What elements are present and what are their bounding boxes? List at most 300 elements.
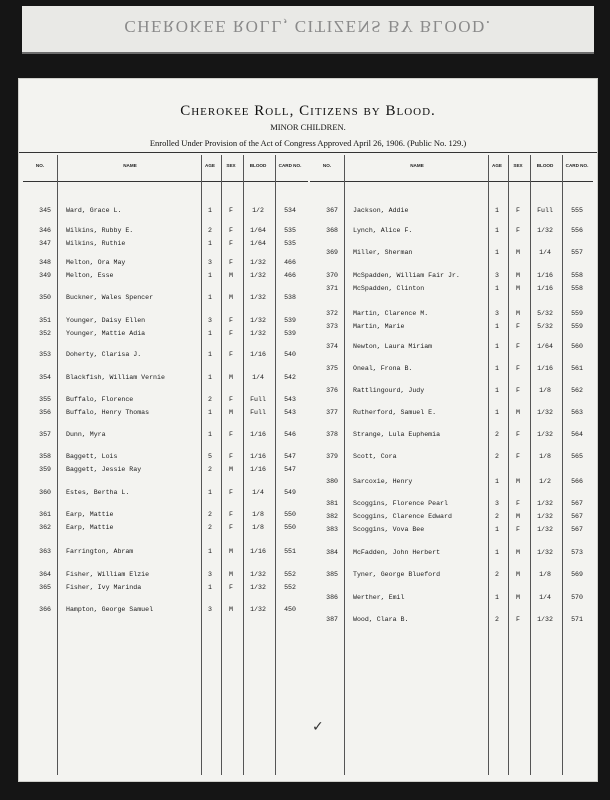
cell-card: 543 [284,396,296,403]
column-header-row [310,155,593,182]
cell-no: 345 [39,207,51,214]
cell-blood: 1/32 [537,526,553,533]
cell-blood: 1/16 [250,453,266,460]
cell-age: 1 [495,285,499,292]
cell-no: 379 [326,453,338,460]
cell-age: 2 [495,571,499,578]
cell-blood: 1/16 [250,351,266,358]
cell-age: 3 [208,606,212,613]
cell-no: 384 [326,549,338,556]
cell-age: 3 [495,272,499,279]
cell-sex: M [229,571,233,578]
cell-card: 555 [571,207,583,214]
cell-sex: M [516,409,520,416]
cell-age: 1 [495,409,499,416]
table-row [23,509,308,521]
cell-name: Miller, Sherman [353,249,413,256]
cell-name: Strange, Lula Euphemia [353,431,441,438]
cell-age: 1 [208,330,212,337]
cell-age: 1 [208,294,212,301]
cell-name: Buffalo, Florence [66,396,134,403]
cell-sex: M [516,594,520,601]
cell-sex: F [516,616,520,623]
cell-card: 559 [571,323,583,330]
cell-age: 2 [495,431,499,438]
cell-sex: F [229,584,233,591]
column-header-age: AGE [492,163,502,168]
cell-sex: M [516,285,520,292]
cell-sex: F [229,240,233,247]
cell-age: 1 [208,374,212,381]
cell-sex: M [516,272,520,279]
table-row [310,614,593,626]
cell-blood: 1/32 [250,571,266,578]
cell-no: 387 [326,616,338,623]
table-row [310,524,593,536]
cell-name: Lynch, Alice F. [353,227,413,234]
cell-card: 557 [571,249,583,256]
cell-no: 371 [326,285,338,292]
cell-sex: M [229,409,233,416]
cell-card: 534 [284,207,296,214]
column-header-sex: SEX [226,163,236,168]
cell-card: 535 [284,227,296,234]
cell-sex: M [516,478,520,485]
cell-no: 386 [326,594,338,601]
cell-sex: F [229,396,233,403]
cell-card: 552 [284,571,296,578]
cell-card: 551 [284,548,296,555]
cell-no: 351 [39,317,51,324]
cell-name: Blackfish, William Vernie [66,374,165,381]
cell-name: Rutherford, Samuel E. [353,409,437,416]
cell-sex: F [229,259,233,266]
cell-no: 369 [326,249,338,256]
cell-no: 377 [326,409,338,416]
cell-name: Scott, Cora [353,453,397,460]
cell-blood: 1/16 [537,365,553,372]
table-row [23,315,308,327]
cell-name: Newton, Laura Miriam [353,343,433,350]
cell-no: 353 [39,351,51,358]
table-row [310,569,593,581]
cell-name: Farrington, Abram [66,548,134,555]
cell-card: 466 [284,259,296,266]
cell-no: 355 [39,396,51,403]
table-body [310,181,593,775]
cell-blood: 1/8 [539,453,551,460]
table-row [23,257,308,269]
column-header-blood: BLOOD [249,163,267,168]
table-row [23,487,308,499]
cell-name: Melton, Ora May [66,259,126,266]
cell-blood: 1/64 [250,227,266,234]
cell-blood: 1/32 [537,227,553,234]
cell-name: Earp, Mattie [66,524,114,531]
cell-name: Younger, Mattie Adia [66,330,146,337]
cell-name: Werther, Emil [353,594,405,601]
column-header-no: NO. [35,163,45,168]
cell-no: 357 [39,431,51,438]
column-header-name: NAME [410,163,424,168]
cell-card: 466 [284,272,296,279]
table-row [23,205,308,217]
table-row [23,292,308,304]
cell-sex: F [516,526,520,533]
cell-age: 3 [495,500,499,507]
cell-sex: M [229,374,233,381]
cell-name: Rattlingourd, Judy [353,387,425,394]
check-mark: ✓ [312,719,324,735]
cell-blood: Full [537,207,553,214]
table-row [310,451,593,463]
cell-card: 550 [284,524,296,531]
cell-sex: F [229,351,233,358]
cell-age: 3 [208,259,212,266]
cell-blood: 1/32 [537,500,553,507]
cell-no: 363 [39,548,51,555]
cell-name: Wilkins, Ruthie [66,240,126,247]
cell-blood: 1/16 [537,285,553,292]
cell-age: 1 [495,478,499,485]
cell-name: Buckner, Wales Spencer [66,294,154,301]
cell-card: 566 [571,478,583,485]
cell-card: 547 [284,453,296,460]
column-header-age: AGE [205,163,215,168]
column-header-row [23,155,308,182]
cell-blood: 1/16 [537,272,553,279]
cell-age: 1 [495,207,499,214]
cell-age: 2 [208,466,212,473]
cell-sex: F [229,524,233,531]
cell-no: 359 [39,466,51,473]
column-header-name: NAME [123,163,137,168]
cell-no: 366 [39,606,51,613]
cell-name: Scoggins, Florence Pearl [353,500,448,507]
table-row [23,429,308,441]
table-row [310,476,593,488]
cell-no: 373 [326,323,338,330]
cell-sex: M [229,548,233,555]
cell-blood: 1/64 [250,240,266,247]
cell-blood: 1/16 [250,466,266,473]
table-row [310,547,593,559]
cell-card: 565 [571,453,583,460]
table-row [23,569,308,581]
cell-sex: F [516,207,520,214]
cell-name: Ward, Grace L. [66,207,122,214]
column-header-blood: BLOOD [536,163,554,168]
cell-blood: 1/4 [539,249,551,256]
table-row [310,308,593,320]
cell-no: 348 [39,259,51,266]
cell-card: 564 [571,431,583,438]
table-row [23,238,308,250]
cell-blood: Full [250,409,266,416]
cell-card: 562 [571,387,583,394]
cell-age: 1 [495,549,499,556]
cell-sex: F [229,511,233,518]
cell-card: 549 [284,489,296,496]
cell-sex: M [516,549,520,556]
cell-sex: F [516,227,520,234]
cell-sex: F [516,431,520,438]
bleed-through-strip [22,6,594,54]
cell-name: Scoggins, Vova Bee [353,526,425,533]
table-row [310,498,593,510]
cell-sex: M [516,513,520,520]
right-table [310,155,593,775]
roll-sheet [18,78,598,782]
table-row [23,604,308,616]
cell-sex: F [516,453,520,460]
left-table [23,155,308,775]
cell-name: Melton, Esse [66,272,114,279]
cell-card: 550 [284,511,296,518]
cell-no: 358 [39,453,51,460]
cell-card: 560 [571,343,583,350]
cell-no: 376 [326,387,338,394]
cell-blood: 1/16 [250,431,266,438]
cell-name: Wood, Clara B. [353,616,409,623]
cell-age: 1 [495,365,499,372]
cell-blood: 1/2 [252,207,264,214]
cell-card: 567 [571,513,583,520]
column-header-card: CARD NO. [565,163,589,168]
cell-card: 558 [571,285,583,292]
cell-name: Tyner, George Blueford [353,571,441,578]
cell-name: Buffalo, Henry Thomas [66,409,150,416]
cell-age: 2 [208,511,212,518]
cell-card: 563 [571,409,583,416]
cell-card: 561 [571,365,583,372]
cell-card: 558 [571,272,583,279]
cell-blood: 1/32 [250,317,266,324]
cell-card: 569 [571,571,583,578]
table-row [310,283,593,295]
cell-card: 450 [284,606,296,613]
cell-sex: F [229,453,233,460]
cell-no: 375 [326,365,338,372]
cell-blood: 1/4 [539,594,551,601]
cell-blood: 1/32 [537,431,553,438]
cell-sex: F [229,207,233,214]
cell-age: 1 [495,323,499,330]
cell-card: 538 [284,294,296,301]
cell-blood: 1/32 [250,272,266,279]
cell-age: 3 [208,317,212,324]
table-row [23,464,308,476]
cell-age: 2 [495,616,499,623]
cell-sex: F [229,227,233,234]
cell-no: 361 [39,511,51,518]
cell-no: 374 [326,343,338,350]
cell-name: Younger, Daisy Ellen [66,317,146,324]
cell-card: 573 [571,549,583,556]
cell-age: 1 [208,272,212,279]
cell-age: 5 [208,453,212,460]
cell-name: Jackson, Addie [353,207,409,214]
cell-sex: M [516,310,520,317]
cell-age: 3 [495,310,499,317]
cell-sex: M [516,571,520,578]
cell-age: 1 [208,351,212,358]
cell-no: 372 [326,310,338,317]
table-row [23,546,308,558]
cell-name: Wilkins, Rubby E. [66,227,134,234]
cell-blood: 1/4 [252,489,264,496]
cell-age: 1 [495,227,499,234]
cell-name: McSpadden, Clinton [353,285,425,292]
cell-card: 543 [284,409,296,416]
cell-card: 542 [284,374,296,381]
cell-name: Martin, Clarence M. [353,310,429,317]
table-row [310,321,593,333]
cell-name: Fisher, Ivy Marinda [66,584,142,591]
cell-age: 2 [208,396,212,403]
cell-card: 546 [284,431,296,438]
cell-sex: M [229,272,233,279]
table-row [310,247,593,259]
cell-no: 367 [326,207,338,214]
cell-no: 383 [326,526,338,533]
cell-card: 539 [284,330,296,337]
cell-blood: 1/32 [250,606,266,613]
cell-blood: 1/8 [539,387,551,394]
table-row [310,592,593,604]
cell-blood: 1/32 [250,584,266,591]
cell-name: Oneal, Frona B. [353,365,413,372]
cell-blood: 1/32 [537,409,553,416]
cell-blood: 1/32 [250,330,266,337]
cell-sex: F [516,323,520,330]
cell-blood: 1/32 [250,259,266,266]
cell-card: 567 [571,526,583,533]
cell-name: Estes, Bertha L. [66,489,130,496]
cell-card: 547 [284,466,296,473]
cell-age: 2 [208,524,212,531]
cell-blood: 1/32 [537,549,553,556]
cell-age: 1 [208,489,212,496]
cell-sex: F [516,343,520,350]
table-row [310,407,593,419]
cell-no: 360 [39,489,51,496]
table-row [310,511,593,523]
cell-blood: 1/4 [252,374,264,381]
table-row [23,451,308,463]
table-row [310,205,593,217]
cell-no: 350 [39,294,51,301]
cell-no: 380 [326,478,338,485]
table-row [23,522,308,534]
cell-name: Hampton, George Samuel [66,606,154,613]
cell-sex: F [229,330,233,337]
cell-no: 365 [39,584,51,591]
cell-age: 1 [208,584,212,591]
cell-no: 378 [326,431,338,438]
table-row [23,349,308,361]
cell-no: 347 [39,240,51,247]
cell-sex: F [229,431,233,438]
cell-card: 540 [284,351,296,358]
table-row [23,372,308,384]
cell-age: 2 [208,227,212,234]
column-header-card: CARD NO. [278,163,302,168]
table-row [310,225,593,237]
cell-name: Fisher, William Elzie [66,571,150,578]
cell-card: 567 [571,500,583,507]
cell-blood: Full [250,396,266,403]
cell-sex: M [516,249,520,256]
cell-blood: 5/32 [537,323,553,330]
cell-age: 1 [495,343,499,350]
cell-blood: 1/8 [252,511,264,518]
cell-no: 368 [326,227,338,234]
cell-blood: 1/64 [537,343,553,350]
cell-name: McFadden, John Herbert [353,549,441,556]
table-row [23,407,308,419]
cell-age: 1 [495,526,499,533]
cell-sex: M [229,294,233,301]
cell-age: 1 [495,387,499,394]
cell-card: 552 [284,584,296,591]
page-subtitle: MINOR CHILDREN. [270,122,346,132]
cell-blood: 1/32 [250,294,266,301]
cell-age: 1 [208,431,212,438]
cell-blood: 5/32 [537,310,553,317]
cell-no: 382 [326,513,338,520]
table-body [23,181,308,775]
cell-no: 349 [39,272,51,279]
table-row [23,582,308,594]
cell-age: 1 [495,594,499,601]
cell-sex: F [229,317,233,324]
cell-no: 381 [326,500,338,507]
column-header-sex: SEX [513,163,523,168]
table-row [310,385,593,397]
table-row [310,429,593,441]
table-row [23,225,308,237]
cell-sex: F [229,489,233,496]
cell-no: 364 [39,571,51,578]
cell-no: 354 [39,374,51,381]
cell-no: 352 [39,330,51,337]
cell-no: 362 [39,524,51,531]
table-row [310,341,593,353]
table-row [23,270,308,282]
cell-card: 556 [571,227,583,234]
table-row [23,328,308,340]
bleed-through-title: CHEROKEE ROLL, CITIZENS BY BLOOD. [124,17,492,36]
cell-sex: F [516,500,520,507]
column-header-no: NO. [322,163,332,168]
cell-sex: F [516,387,520,394]
cell-blood: 1/16 [250,548,266,555]
cell-card: 559 [571,310,583,317]
cell-sex: M [229,466,233,473]
cell-blood: 1/2 [539,478,551,485]
table-row [310,270,593,282]
cell-no: 356 [39,409,51,416]
cell-card: 570 [571,594,583,601]
cell-name: McSpadden, William Fair Jr. [353,272,460,279]
cell-age: 2 [495,513,499,520]
header-rule [19,152,597,153]
cell-sex: F [516,365,520,372]
cell-name: Baggett, Lois [66,453,118,460]
cell-name: Dunn, Myra [66,431,106,438]
cell-name: Sarcoxie, Henry [353,478,413,485]
